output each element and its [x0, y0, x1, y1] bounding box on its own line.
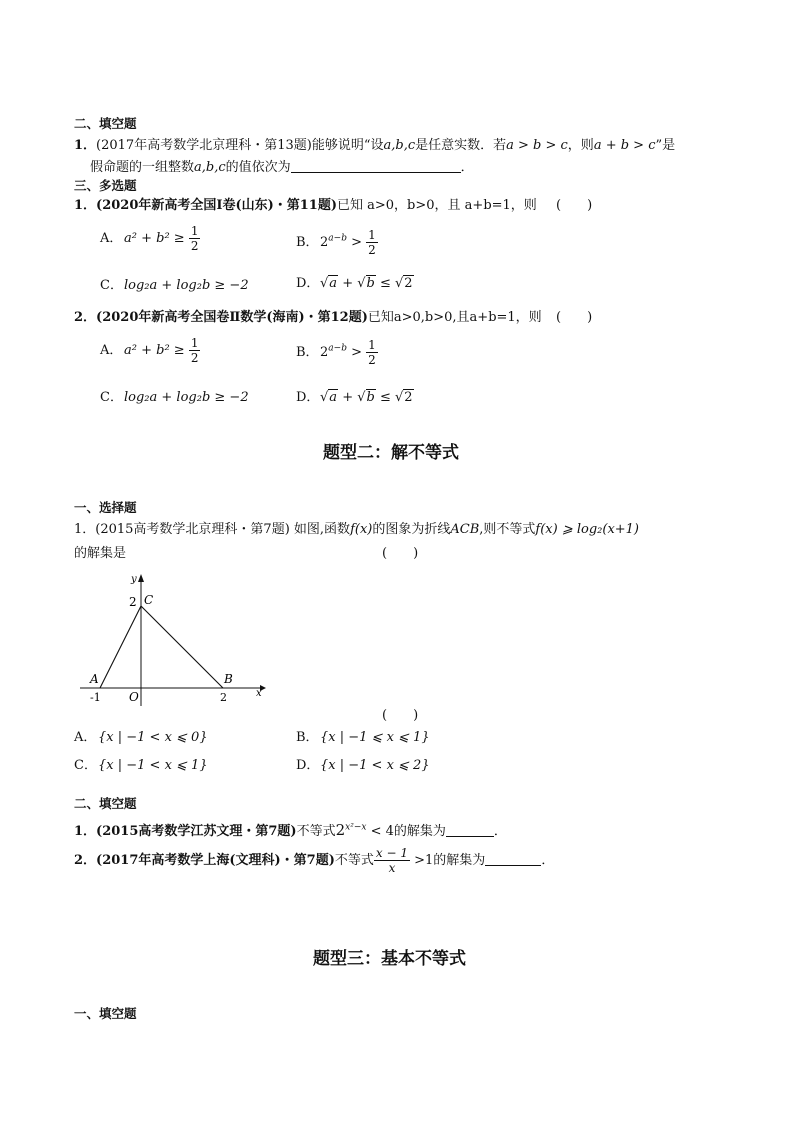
- option-label: C．: [100, 278, 123, 293]
- option-d[interactable]: D．√a + √b ≤ √2: [296, 386, 414, 405]
- question-source: (2015高考数学江苏文理・第7题): [96, 824, 297, 839]
- answer-paren: ( ): [556, 310, 593, 325]
- type2-question-1-line-2: 的解集是: [74, 546, 127, 561]
- option-label: D．: [296, 276, 320, 291]
- answer-paren: ( ): [556, 198, 593, 213]
- question-number: 1．: [74, 138, 97, 153]
- option-label: C．: [74, 758, 97, 773]
- fraction: $\frac{1}{2}$: [190, 336, 199, 365]
- option-a[interactable]: [100, 224, 200, 253]
- point-b-label: B: [224, 672, 233, 686]
- option-c[interactable]: [74, 754, 208, 773]
- answer-paren: ( ): [382, 546, 419, 561]
- point-c-label: C: [144, 593, 154, 607]
- section-title-type-2: 题型二：解不等式: [323, 443, 459, 463]
- question-source: (2017年高考数学上海(文理科)・第7题): [96, 853, 335, 868]
- function-graph-figure: [78, 570, 278, 710]
- math-condition: a > b > c: [506, 138, 568, 153]
- question-source: (2015高考数学北京理科・第7题): [95, 522, 290, 537]
- option-math: 2: [320, 345, 329, 360]
- section-heading-choice: 一、选择题: [74, 500, 137, 515]
- option-b[interactable]: B．$2^{a-b}$ > $\frac{1}{2}$: [296, 228, 376, 257]
- math-function: f(x): [350, 522, 373, 537]
- option-math: {x | −1 < x ⩽ 1}: [98, 758, 208, 773]
- y-axis-label: y: [131, 574, 137, 585]
- math-inequality: f(x) ⩾ log₂(x+1): [535, 522, 640, 537]
- option-math: 2: [320, 235, 329, 250]
- question-text: ,则不等式: [479, 522, 536, 537]
- question-source: (2020年新高考全国卷Ⅱ数学(海南)・第12题): [96, 310, 368, 325]
- question-text: ，则: [567, 138, 594, 153]
- section-heading-fill-blank-2: 二、填空题: [74, 796, 137, 811]
- option-label: A．: [100, 231, 123, 246]
- type2-fill-question-2: 2．(2017年高考数学上海(文理科)・第7题)不等式 $\frac{x - 1}{x}$ >1的解集为 ．: [74, 846, 555, 875]
- question-text: 的解集为: [433, 853, 486, 868]
- mc-question-1-stem: [74, 194, 537, 213]
- segment-ac: [100, 606, 141, 688]
- fraction: $\frac{1}{2}$: [368, 228, 376, 257]
- origin-label: O: [129, 690, 139, 704]
- question-text: 不等式: [296, 824, 336, 839]
- option-label: D．: [296, 390, 320, 405]
- question-text: 能够说明“设: [311, 138, 384, 153]
- question-text: 的解集为: [393, 824, 446, 839]
- option-math: {x | −1 < x ⩽ 2}: [320, 758, 430, 773]
- question-text: 的图象为折线: [372, 522, 451, 537]
- question-number: 2．: [74, 310, 97, 325]
- option-b[interactable]: [296, 726, 430, 745]
- answer-blank[interactable]: [485, 865, 541, 866]
- question-text: 是任意实数．若: [415, 138, 507, 153]
- tick-y-2: 2: [129, 595, 137, 609]
- question-source: (2017年高考数学北京理科・第13题): [96, 138, 312, 153]
- option-label: A．: [74, 730, 97, 745]
- question-text: 假命题的一组整数: [90, 160, 195, 175]
- option-label: B．: [296, 345, 319, 360]
- question-number: 1．: [74, 522, 96, 537]
- math-vars: a,b,c: [383, 138, 416, 153]
- fraction: $\frac{1}{2}$: [368, 338, 376, 367]
- option-label: B．: [296, 730, 319, 745]
- question-text: 的值依次为: [225, 160, 291, 175]
- x-axis-label: x: [256, 688, 262, 699]
- fraction: $\frac{x - 1}{x}$: [375, 846, 408, 875]
- answer-paren-2: ( ): [382, 708, 419, 723]
- question-source: (2020年新高考全国Ⅰ卷(山东)・第11题): [96, 198, 338, 213]
- question-text: 已知 a>0，b>0，且 a+b=1，则: [337, 198, 537, 213]
- option-math: {x | −1 < x ⩽ 0}: [98, 730, 208, 745]
- segment-cb: [141, 606, 223, 688]
- option-d[interactable]: D．√a + √b ≤ √2: [296, 272, 414, 291]
- question-1-line-1: [74, 134, 675, 153]
- question-text: 已知a>0,b>0,且a+b=1，则: [367, 310, 542, 325]
- section-title-type-3: 题型三：基本不等式: [313, 949, 466, 969]
- question-number: 1．: [74, 198, 97, 213]
- math-conclusion: a + b > c: [593, 138, 656, 153]
- section-heading-fill-blank: 二、填空题: [74, 116, 137, 131]
- option-label: B．: [296, 235, 319, 250]
- question-text: ”是: [655, 138, 676, 153]
- section-heading-multi-choice: 三、多选题: [74, 178, 137, 193]
- option-a[interactable]: [100, 336, 200, 365]
- option-label: D．: [296, 758, 320, 773]
- option-math: log₂a + log₂b ≥ −2: [124, 390, 249, 405]
- type2-fill-question-1: 1．(2015高考数学江苏文理・第7题)不等式$2^{x^2-x} < 4$的解集为 ．: [74, 821, 507, 839]
- math-polyline: ACB: [450, 522, 480, 537]
- option-a[interactable]: [74, 726, 208, 745]
- option-label: A．: [100, 343, 123, 358]
- type2-question-1-line-1: [74, 518, 639, 537]
- option-b[interactable]: B．$2^{a-b}$ > $\frac{1}{2}$: [296, 338, 376, 367]
- answer-blank[interactable]: [446, 836, 494, 837]
- question-1-line-2: [90, 156, 474, 175]
- tick-x-neg1: -1: [90, 691, 101, 704]
- section-heading-fill-blank-3: 一、填空题: [74, 1006, 137, 1021]
- math-vars: a,b,c: [194, 160, 226, 175]
- option-math: a² + b² ≥: [124, 343, 185, 358]
- option-math: {x | −1 ⩽ x ⩽ 1}: [320, 730, 430, 745]
- option-c[interactable]: [100, 386, 249, 405]
- option-math: log₂a + log₂b ≥ −2: [124, 278, 249, 293]
- question-number: 2．: [74, 853, 97, 868]
- question-text: 如图,函数: [293, 522, 351, 537]
- y-axis-arrow: [138, 574, 144, 582]
- question-number: 1．: [74, 824, 97, 839]
- tick-x-2: 2: [220, 691, 227, 704]
- question-text: 不等式: [334, 853, 374, 868]
- option-d[interactable]: [296, 754, 430, 773]
- question-text: ．: [460, 160, 474, 175]
- answer-blank[interactable]: [291, 172, 461, 173]
- option-math: a² + b² ≥: [124, 231, 185, 246]
- fraction: $\frac{1}{2}$: [190, 224, 199, 253]
- option-c[interactable]: [100, 274, 249, 293]
- point-a-label: A: [90, 672, 99, 686]
- mc-question-2-stem: [74, 306, 542, 325]
- option-label: C．: [100, 390, 123, 405]
